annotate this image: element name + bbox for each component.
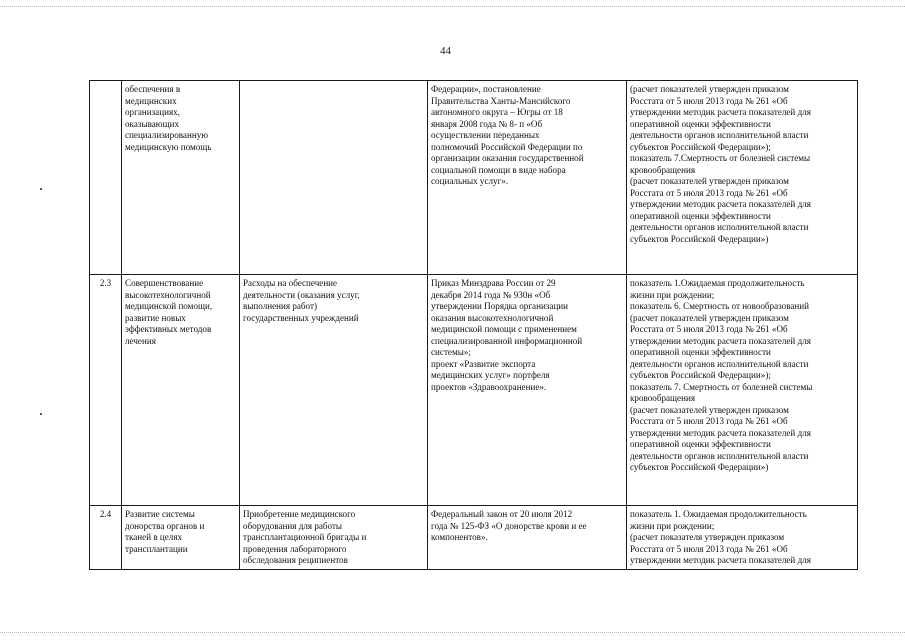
text-line: Приобретение медицинского xyxy=(243,509,356,519)
text-line: медицинской помощи, xyxy=(125,301,213,311)
scan-speck xyxy=(40,413,42,415)
text-line: высокотехнологичной xyxy=(125,289,211,300)
text-line: утверждении методик расчета показателей для xyxy=(630,555,811,565)
text-line: утверждении методик расчета показателей для xyxy=(630,199,811,209)
text-line: Федерации», постановление xyxy=(431,84,541,94)
text-line: эффективных методов xyxy=(125,324,212,334)
scan-edge-top xyxy=(0,6,905,8)
text-line: организации оказания государственной xyxy=(431,153,584,163)
text-line: деятельности органов исполнительной власти xyxy=(630,358,809,369)
text-line: трансплантационной бригады и xyxy=(243,532,367,542)
activity-name-cell xyxy=(122,506,240,570)
text-line: (расчет показателя утвержден приказом xyxy=(630,532,785,542)
text-line: медицинской помощи с применением xyxy=(431,324,577,334)
text-line: (расчет показателей утвержден приказом xyxy=(630,176,789,186)
text-line: субъектов Российской Федерации») xyxy=(630,462,769,472)
text-line: проведения лабораторного xyxy=(243,543,347,554)
text-line: оперативной оценки эффективности xyxy=(630,210,771,221)
legal-basis-cell xyxy=(428,506,627,570)
text-line: показатель 7.Смертность от болезней системы xyxy=(630,153,811,163)
indicators-cell xyxy=(627,81,858,275)
expenses-cell xyxy=(240,506,428,570)
expenses-cell xyxy=(240,81,428,275)
text-line: показатель 1. Ожидаемая продолжительность xyxy=(630,509,807,519)
text-line: оперативной оценки эффективности xyxy=(630,118,771,129)
table-row xyxy=(90,81,858,275)
text-line: развитие новых xyxy=(125,312,186,323)
text-line: осуществлении переданных xyxy=(431,130,540,140)
program-table xyxy=(89,80,858,570)
text-line: кровообращения xyxy=(630,393,696,403)
text-line: социальных услуг». xyxy=(431,176,509,186)
text-line: автономного округа – Югры от 18 xyxy=(431,107,563,117)
text-line: оперативной оценки эффективности xyxy=(630,347,771,357)
scan-edge-bottom xyxy=(0,632,905,634)
text-line: оперативной оценки эффективности xyxy=(630,439,771,449)
text-line: медицинских услуг» портфеля xyxy=(431,370,550,380)
text-line: утверждении Порядка организации xyxy=(431,301,569,311)
text-line: субъектов Российской Федерации»); xyxy=(630,141,771,152)
text-line: оказывающих xyxy=(125,118,179,129)
row-number-cell: 2.4 xyxy=(90,506,122,570)
text-line: оборудования для работы xyxy=(243,520,343,531)
legal-basis-cell xyxy=(428,81,627,275)
text-line: показатель 7. Смертность от болезней системы xyxy=(630,381,813,392)
text-line: года № 125-ФЗ «О донорстве крови и ее xyxy=(431,520,587,531)
indicators-cell xyxy=(627,275,858,506)
text-line: утверждении методик расчета показателей для xyxy=(630,335,811,346)
text-line: проект «Развитие экспорта xyxy=(431,358,536,369)
text-line: Росстата от 5 июля 2013 года № 261 «Об xyxy=(630,543,788,554)
text-line: Федеральный закон от 20 июля 2012 xyxy=(431,509,573,519)
text-line: утверждении методик расчета показателей для xyxy=(630,427,811,438)
text-line: деятельности (оказания услуг, xyxy=(243,289,360,300)
text-line: лечения xyxy=(125,335,156,346)
text-line: донорства органов и xyxy=(125,520,205,531)
text-line: выполнения работ) xyxy=(243,301,317,311)
text-line: Правительства Ханты-Мансийского xyxy=(431,95,571,106)
text-line: Приказ Минздрава России от 29 xyxy=(431,278,556,288)
text-line: тканей в целях xyxy=(125,532,183,542)
text-line: (расчет показателей утвержден приказом xyxy=(630,404,789,415)
text-line: медицинскую помощь xyxy=(125,141,212,152)
text-line: проектов «Здравоохранение». xyxy=(431,381,547,392)
expenses-cell xyxy=(240,275,428,506)
text-line: специализированную xyxy=(125,130,209,140)
text-line: Росстата от 5 июля 2013 года № 261 «Об xyxy=(630,416,788,426)
text-line: Росстата от 5 июля 2013 года № 261 «Об xyxy=(630,324,788,334)
text-line: субъектов Российской Федерации») xyxy=(630,233,769,244)
text-line: утверждении методик расчета показателей для xyxy=(630,107,811,117)
table-row xyxy=(90,275,858,506)
activity-name-cell xyxy=(122,275,240,506)
text-line: оказания высокотехнологичной xyxy=(431,312,554,323)
row-number-cell: 2.3 xyxy=(90,275,122,506)
text-line: обеспечения в xyxy=(125,84,181,94)
legal-basis-cell xyxy=(428,275,627,506)
text-line: системы»; xyxy=(431,347,471,357)
indicators-cell xyxy=(627,506,858,570)
text-line: трансплантации xyxy=(125,543,188,554)
text-line: (расчет показателей утвержден приказом xyxy=(630,84,789,94)
text-line: декабря 2014 года № 930н «Об xyxy=(431,289,551,300)
scan-speck xyxy=(40,188,42,190)
text-line: Расходы на обеспечение xyxy=(243,278,338,288)
text-line: субъектов Российской Федерации»); xyxy=(630,370,771,380)
text-line: жизни при рождении; xyxy=(630,520,715,531)
text-line: специализированной информационной xyxy=(431,335,583,346)
text-line: социальной помощи в виде набора xyxy=(431,164,566,175)
text-line: полномочий Российской Федерации по xyxy=(431,141,583,152)
text-line: медицинских xyxy=(125,95,177,106)
text-line: обследования реципиентов xyxy=(243,555,348,565)
text-line: января 2008 года № 8- п «Об xyxy=(431,118,543,129)
text-line: (расчет показателей утвержден приказом xyxy=(630,312,789,323)
text-line: государственных учреждений xyxy=(243,312,359,323)
text-line: жизни при рождении; xyxy=(630,289,715,300)
text-line: организациях, xyxy=(125,107,180,117)
text-line: кровообращения xyxy=(630,164,696,175)
text-line: деятельности органов исполнительной власти xyxy=(630,130,809,140)
row-number-cell xyxy=(90,81,122,275)
text-line: показатель 1.Ожидаемая продолжительность xyxy=(630,278,805,288)
text-line: деятельности органов исполнительной власти xyxy=(630,450,809,461)
text-line: показатель 6. Смертность от новообразований xyxy=(630,301,810,311)
text-line: Развитие системы xyxy=(125,509,195,519)
activity-name-cell xyxy=(122,81,240,275)
text-line: деятельности органов исполнительной власти xyxy=(630,222,809,232)
text-line: Совершенствование xyxy=(125,278,204,288)
page-number: 44 xyxy=(440,45,451,57)
table-row xyxy=(90,506,858,570)
text-line: компонентов». xyxy=(431,532,488,542)
text-line: Росстата от 5 июля 2013 года № 261 «Об xyxy=(630,187,788,198)
text-line: Росстата от 5 июля 2013 года № 261 «Об xyxy=(630,95,788,106)
